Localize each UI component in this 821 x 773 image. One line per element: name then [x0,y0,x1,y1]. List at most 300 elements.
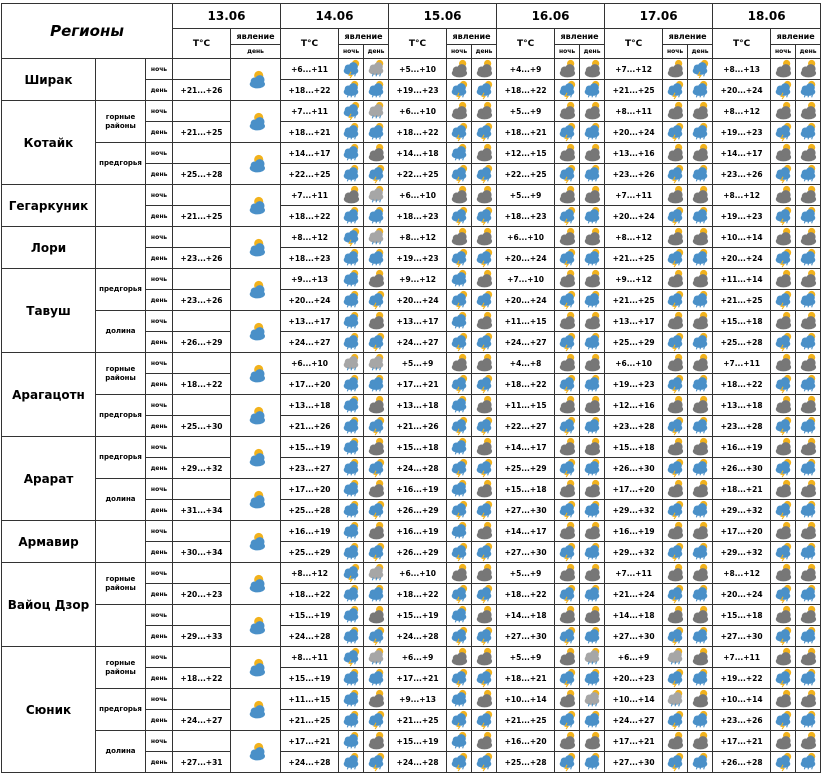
thunderstorm-sun-icon [447,626,472,647]
cloudy-icon [663,437,688,458]
cloudy-icon [555,185,580,206]
cloudy-icon [796,59,821,80]
temperature-cell: +21...+25 [173,206,231,227]
thunderstorm-sun-icon [771,122,796,143]
table-row [2,269,821,290]
temperature-cell [173,647,231,668]
temperature-cell: +18...+22 [281,206,339,227]
cloud-rain-icon [339,206,364,227]
thunderstorm-sun-icon [663,584,688,605]
cloudy-icon [688,437,713,458]
temperature-cell [173,479,231,500]
temperature-cell: +20...+24 [497,248,555,269]
light-rain-icon [364,563,389,584]
thunderstorm-sun-icon [364,332,389,353]
light-rain-icon [580,689,605,710]
temperature-cell: +30...+34 [173,542,231,563]
partly-cloudy-day-icon [231,185,281,227]
thunderstorm-sun-icon [555,80,580,101]
cloud-rain-icon [796,80,821,101]
period-label: ночь [146,689,173,710]
thunderstorm-sun-icon [555,710,580,731]
cloudy-icon [472,395,497,416]
thunderstorm-sun-icon [447,668,472,689]
thunderstorm-sun-icon [472,416,497,437]
temperature-cell: +29...+32 [605,500,663,521]
partly-cloudy-day-icon [231,521,281,563]
partly-cloudy-day-icon [231,59,281,101]
temperature-cell: +8...+12 [281,563,339,584]
cloud-rain-icon [580,752,605,773]
cloudy-icon [796,311,821,332]
cloudy-icon [771,227,796,248]
cloudy-icon [771,689,796,710]
cloudy-icon [447,353,472,374]
cloud-rain-icon [447,689,472,710]
temperature-cell: +17...+21 [389,374,447,395]
temperature-cell: +18...+23 [281,248,339,269]
day-header: день [796,45,821,59]
cloud-rain-icon [339,626,364,647]
temperature-cell [173,395,231,416]
temperature-cell: +16...+19 [389,479,447,500]
thunderstorm-sun-icon [339,563,364,584]
night-header: ночь [555,45,580,59]
temperature-cell: +10...+14 [713,227,771,248]
cloud-rain-icon [339,542,364,563]
temperature-cell: +23...+26 [713,164,771,185]
subregion-label: долина [96,311,146,353]
thunderstorm-sun-icon [663,332,688,353]
table-row [2,605,821,626]
table-row [2,353,821,374]
thunderstorm-sun-icon [339,227,364,248]
region-name: Гегаркуник [2,185,96,227]
cloudy-icon [447,227,472,248]
thunderstorm-sun-icon [555,248,580,269]
cloud-rain-icon [339,500,364,521]
cloudy-icon [580,395,605,416]
thunderstorm-sun-icon [771,458,796,479]
cloudy-icon [771,479,796,500]
period-label: ночь [146,101,173,122]
region-name: Котайк [2,101,96,185]
temperature-cell: +6...+9 [605,647,663,668]
period-label: ночь [146,227,173,248]
light-rain-icon [364,353,389,374]
cloudy-icon [364,143,389,164]
cloud-rain-icon [580,584,605,605]
cloud-rain-icon [339,122,364,143]
cloudy-icon [555,59,580,80]
temperature-cell: +21...+25 [173,122,231,143]
subregion-label [96,59,146,101]
cloud-rain-icon [447,479,472,500]
temperature-cell: +15...+18 [497,479,555,500]
cloudy-icon [580,521,605,542]
temperature-cell [173,101,231,122]
temperature-cell: +15...+19 [281,437,339,458]
temperature-cell: +10...+14 [497,689,555,710]
temperature-cell: +21...+25 [389,710,447,731]
night-header: ночь [663,45,688,59]
cloudy-icon [472,353,497,374]
period-label: день [146,500,173,521]
temperature-cell: +8...+12 [713,563,771,584]
cloudy-icon [796,143,821,164]
temperature-cell: +5...+9 [389,353,447,374]
cloud-rain-icon [580,500,605,521]
cloudy-icon [688,563,713,584]
regions-header: Регионы [2,4,173,59]
temperature-cell: +25...+30 [173,416,231,437]
cloud-rain-icon [339,584,364,605]
partly-cloudy-day-icon [231,605,281,647]
temperature-cell: +23...+26 [173,290,231,311]
cloudy-icon [771,185,796,206]
temperature-cell: +25...+29 [497,458,555,479]
temperature-cell: +20...+24 [605,122,663,143]
cloudy-icon [663,605,688,626]
cloudy-icon [472,521,497,542]
cloudy-icon [472,311,497,332]
cloudy-icon [771,521,796,542]
cloudy-icon [472,647,497,668]
cloud-rain-icon [580,626,605,647]
cloudy-icon [447,59,472,80]
period-label: ночь [146,563,173,584]
temperature-cell: +13...+18 [713,395,771,416]
temperature-cell: +11...+15 [497,395,555,416]
cloudy-icon [472,563,497,584]
subregion-label: предгорья [96,689,146,731]
temperature-cell: +26...+29 [389,500,447,521]
table-row [2,479,821,500]
temperature-cell [173,731,231,752]
thunderstorm-sun-icon [447,332,472,353]
cloud-rain-icon [447,731,472,752]
cloudy-icon [364,689,389,710]
cloudy-icon [688,353,713,374]
temperature-cell: +15...+19 [389,731,447,752]
temperature-cell: +29...+32 [713,500,771,521]
thunderstorm-sun-icon [688,59,713,80]
subregion-label [96,521,146,563]
cloudy-icon [796,521,821,542]
cloudy-icon [472,269,497,290]
temperature-cell: +21...+25 [605,290,663,311]
temperature-cell: +23...+26 [605,164,663,185]
cloud-rain-icon [339,416,364,437]
cloudy-icon [580,185,605,206]
cloud-rain-icon [580,332,605,353]
night-header: ночь [339,45,364,59]
temperature-cell: +5...+9 [497,185,555,206]
thunderstorm-sun-icon [447,416,472,437]
thunderstorm-sun-icon [555,500,580,521]
temperature-cell: +18...+22 [497,374,555,395]
temperature-cell: +19...+22 [713,668,771,689]
temperature-cell: +15...+18 [389,437,447,458]
temperature-cell [173,437,231,458]
temperature-cell: +6...+10 [605,353,663,374]
temperature-cell: +12...+16 [605,395,663,416]
light-rain-icon [339,353,364,374]
temperature-cell: +7...+11 [605,185,663,206]
cloud-rain-icon [339,248,364,269]
cloudy-icon [688,311,713,332]
cloud-rain-icon [364,80,389,101]
subregion-label: долина [96,479,146,521]
cloudy-icon [688,395,713,416]
cloudy-icon [771,143,796,164]
temperature-cell: +17...+20 [605,479,663,500]
temperature-cell: +8...+12 [713,101,771,122]
cloud-rain-icon [796,500,821,521]
cloudy-icon [555,101,580,122]
cloud-rain-icon [339,437,364,458]
cloudy-icon [771,563,796,584]
temperature-cell: +19...+23 [713,122,771,143]
cloudy-icon [580,353,605,374]
temperature-cell: +6...+10 [281,353,339,374]
thunderstorm-sun-icon [447,122,472,143]
cloudy-icon [796,227,821,248]
cloud-rain-icon [688,752,713,773]
period-label: день [146,542,173,563]
period-label: день [146,668,173,689]
table-row [2,101,821,122]
temperature-cell: +18...+22 [713,374,771,395]
cloudy-icon [364,269,389,290]
temperature-cell: +18...+23 [497,206,555,227]
cloud-rain-icon [796,752,821,773]
partly-cloudy-day-icon [231,479,281,521]
temperature-cell: +7...+11 [281,185,339,206]
temperature-cell: +20...+24 [281,290,339,311]
day-header: день [231,45,281,59]
cloud-rain-icon [339,332,364,353]
cloudy-icon [796,647,821,668]
cloud-rain-icon [447,395,472,416]
cloud-rain-icon [688,248,713,269]
temperature-cell: +21...+25 [713,290,771,311]
cloudy-icon [663,143,688,164]
cloud-rain-icon [796,542,821,563]
temperature-cell: +27...+31 [173,752,231,773]
temperature-cell [173,269,231,290]
thunderstorm-sun-icon [771,206,796,227]
thunderstorm-sun-icon [663,248,688,269]
thunderstorm-sun-icon [663,164,688,185]
light-rain-icon [663,647,688,668]
cloudy-icon [555,731,580,752]
cloudy-icon [688,185,713,206]
light-rain-icon [663,689,688,710]
subregion-label: горные районы [96,647,146,689]
cloud-rain-icon [688,416,713,437]
cloud-rain-icon [688,164,713,185]
temperature-cell: +22...+25 [281,164,339,185]
temperature-cell: +29...+32 [713,542,771,563]
thunderstorm-sun-icon [472,710,497,731]
thunderstorm-sun-icon [555,374,580,395]
region-name: Сюник [2,647,96,773]
temperature-cell: +22...+25 [389,164,447,185]
cloud-rain-icon [364,584,389,605]
cloudy-icon [796,353,821,374]
subregion-label: предгорья [96,437,146,479]
temperature-cell: +20...+23 [605,668,663,689]
temperature-cell [173,353,231,374]
table-row [2,437,821,458]
cloudy-icon [688,605,713,626]
subregion-label [96,185,146,227]
temperature-cell: +20...+24 [713,248,771,269]
temperature-cell: +10...+14 [605,689,663,710]
temperature-cell: +29...+32 [605,542,663,563]
temperature-cell: +18...+22 [173,668,231,689]
cloud-rain-icon [339,80,364,101]
cloudy-icon [472,479,497,500]
subregion-label: горные районы [96,353,146,395]
temperature-cell: +18...+22 [497,584,555,605]
cloud-rain-icon [339,689,364,710]
cloud-rain-icon [688,374,713,395]
temperature-cell: +18...+22 [389,122,447,143]
thunderstorm-sun-icon [364,542,389,563]
thunderstorm-sun-icon [472,206,497,227]
cloudy-icon [580,479,605,500]
temperature-cell: +8...+12 [605,227,663,248]
region-name: Тавуш [2,269,96,353]
thunderstorm-sun-icon [364,290,389,311]
partly-cloudy-day-icon [231,353,281,395]
cloudy-icon [771,605,796,626]
thunderstorm-sun-icon [771,710,796,731]
cloudy-icon [663,101,688,122]
temperature-cell: +24...+28 [389,458,447,479]
cloudy-icon [580,437,605,458]
cloud-rain-icon [447,311,472,332]
temperature-cell: +18...+21 [281,122,339,143]
thunderstorm-sun-icon [447,458,472,479]
partly-cloudy-day-icon [231,647,281,689]
thunderstorm-sun-icon [663,458,688,479]
temperature-cell: +26...+28 [713,752,771,773]
cloudy-icon [771,353,796,374]
cloudy-icon [555,605,580,626]
phenomenon-header: явление [771,29,821,45]
cloudy-icon [688,647,713,668]
temperature-cell: +16...+19 [713,437,771,458]
cloud-rain-icon [447,269,472,290]
thunderstorm-sun-icon [663,80,688,101]
cloudy-icon [688,731,713,752]
temperature-cell: +29...+32 [173,458,231,479]
period-label: ночь [146,605,173,626]
temperature-cell: +6...+9 [389,647,447,668]
partly-cloudy-day-icon [231,731,281,773]
cloudy-icon [796,563,821,584]
temperature-cell: +15...+18 [605,437,663,458]
temperature-cell: +18...+23 [389,206,447,227]
cloudy-icon [447,647,472,668]
temperature-cell: +11...+15 [497,311,555,332]
temperature-cell: +27...+30 [713,626,771,647]
temperature-cell: +17...+21 [605,731,663,752]
cloud-rain-icon [339,311,364,332]
temperature-cell: +15...+19 [281,668,339,689]
thunderstorm-sun-icon [447,374,472,395]
temperature-cell: +5...+9 [497,647,555,668]
cloudy-icon [663,479,688,500]
cloudy-icon [364,731,389,752]
thunderstorm-sun-icon [472,542,497,563]
temperature-cell: +20...+23 [173,584,231,605]
date-header: 18.06 [713,4,821,29]
cloud-rain-icon [339,752,364,773]
temperature-cell: +6...+10 [389,563,447,584]
thunderstorm-sun-icon [555,668,580,689]
temperature-cell: +23...+26 [713,710,771,731]
thunderstorm-sun-icon [472,290,497,311]
temperature-cell: +22...+25 [497,164,555,185]
temperature-cell: +18...+21 [497,122,555,143]
period-label: ночь [146,185,173,206]
temperature-cell: +22...+27 [497,416,555,437]
thunderstorm-sun-icon [555,122,580,143]
thunderstorm-sun-icon [555,206,580,227]
temperature-cell: +16...+19 [605,521,663,542]
phenomenon-header: явление [663,29,713,45]
cloudy-icon [472,689,497,710]
thunderstorm-sun-icon [447,500,472,521]
thunderstorm-sun-icon [339,647,364,668]
night-header: ночь [447,45,472,59]
temperature-cell: +14...+18 [605,605,663,626]
table-row [2,563,821,584]
temperature-cell: +15...+18 [713,605,771,626]
temperature-cell: +18...+22 [497,80,555,101]
cloud-rain-icon [796,458,821,479]
period-label: ночь [146,647,173,668]
phenomenon-header: явление [231,29,281,45]
temp-header: T°C [389,29,447,59]
thunderstorm-sun-icon [663,626,688,647]
table-row [2,731,821,752]
temperature-cell: +18...+21 [497,668,555,689]
cloudy-icon [555,563,580,584]
period-label: день [146,626,173,647]
light-rain-icon [364,59,389,80]
temperature-cell: +13...+17 [281,311,339,332]
cloudy-icon [580,59,605,80]
cloud-rain-icon [688,542,713,563]
cloud-rain-icon [580,458,605,479]
cloud-rain-icon [796,248,821,269]
temperature-cell: +26...+30 [605,458,663,479]
phenomenon-header: явление [447,29,497,45]
period-label: день [146,374,173,395]
thunderstorm-sun-icon [555,626,580,647]
temperature-cell: +31...+34 [173,500,231,521]
cloudy-icon [688,269,713,290]
period-label: ночь [146,479,173,500]
temperature-cell: +13...+17 [605,311,663,332]
thunderstorm-sun-icon [472,752,497,773]
thunderstorm-sun-icon [472,584,497,605]
